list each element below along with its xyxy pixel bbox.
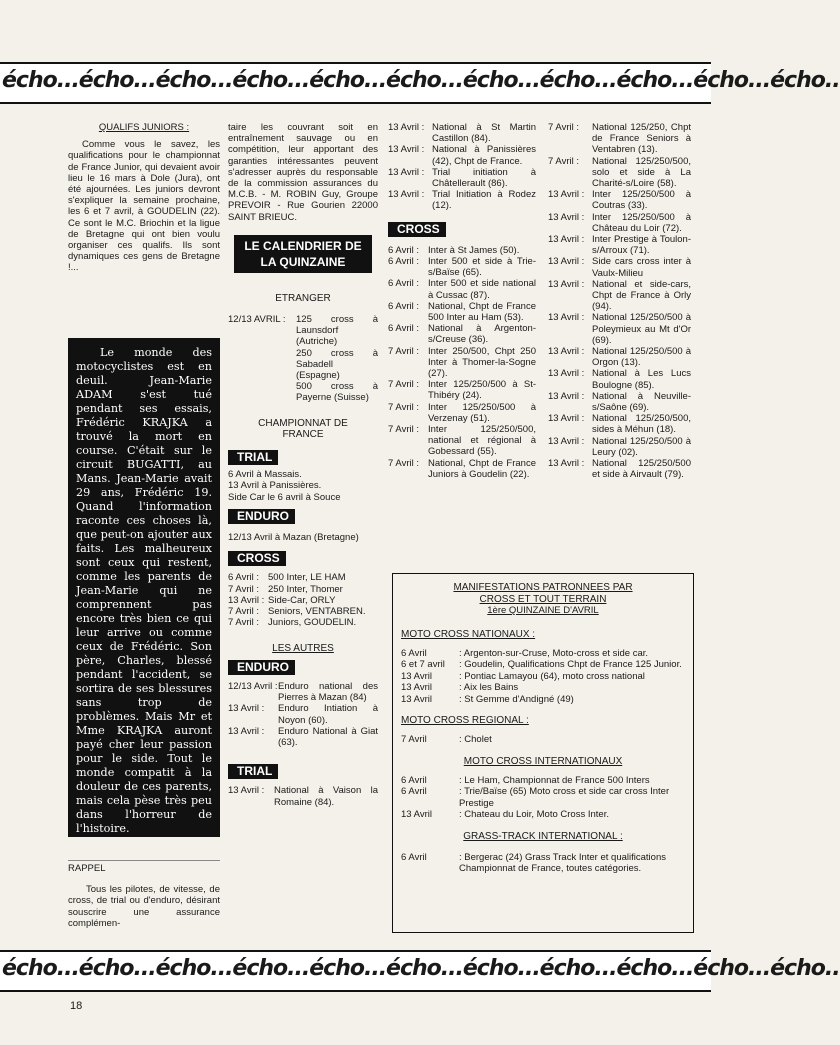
list-item: 7 Avril : National 125/250, Chpt de France Seniors à Ventabren (13). <box>548 122 691 156</box>
cross-list <box>228 572 378 628</box>
rappel-section <box>68 860 220 929</box>
list-item: 13 Avril à Panissières. <box>228 480 322 492</box>
rappel-title: RAPPEL <box>68 860 220 874</box>
top-list <box>388 122 536 212</box>
cross-list-2 <box>388 245 536 480</box>
grass-title: GRASS-TRACK INTERNATIONAL : <box>463 830 623 842</box>
echo-banner-top: écho...écho...écho...écho...écho...écho...écho...écho...écho...écho...écho.. <box>0 62 711 104</box>
list-item: 7 Avril : Inter 250/500, Chpt 250 Inter à Thomer-la-Sogne (27). <box>388 345 536 380</box>
list-item: 13 Avril : St Gemme d'Andigné (49) <box>401 693 574 705</box>
list-item: 6 Avril : Argenton-sur-Cruse, Moto-cross et side car. <box>401 647 649 659</box>
rappel-body: Tous les pilotes, de vitesse, de cross, de trial ou d'enduro, désirant souscrire une assurance complémen- <box>68 884 220 929</box>
manif-title-1: MANIFESTATIONS PATRONNEES PAR <box>453 582 633 593</box>
etranger-list <box>228 314 378 404</box>
list-item: 7 Avril : Juniors, GOUDELIN. <box>228 617 357 629</box>
list-item: 13 Avril : National à Les Lucs Boulogne (85). <box>548 368 691 391</box>
list-item: 13 Avril : National 125/250/500 à Orgon (13). <box>548 346 691 369</box>
list-item: 13 Avril : National 125/250/500 à Poleymieux au Mt d'Or (69). <box>548 312 691 346</box>
list-item: 13 Avril : Enduro Intiation à Noyon (60). <box>228 703 378 726</box>
reg-title: MOTO CROSS REGIONAL : <box>401 715 529 726</box>
trial2-header: TRIAL <box>228 764 278 779</box>
list-item: 7 Avril : 250 Inter, Thomer <box>228 583 343 595</box>
list-item: 7 Avril : Seniors, VENTABREN. <box>228 606 366 618</box>
cross-header-2: CROSS <box>388 222 446 237</box>
list-item: 12/13 AVRIL : 125 cross à Launsdorf (Autriche) <box>228 314 378 348</box>
autres-title: LES AUTRES <box>272 642 334 654</box>
championnat-title: CHAMPIONNAT DE FRANCE <box>258 417 348 440</box>
list-item: 7 Avril : Inter 125/250/500, national et régional à Gobessard (55). <box>388 424 536 458</box>
list-item: 6 Avril : Inter à St James (50). <box>388 244 520 256</box>
list-item: 13 Avril : Inter 125/250/500 à Château du Loir (72). <box>548 211 691 234</box>
list-item: 6 Avril : Inter 500 et side à Trie-s/Baïse (65). <box>388 256 536 279</box>
list-item: 7 Avril : Cholet <box>401 734 492 745</box>
cross-header: CROSS <box>228 551 286 566</box>
page-number: 18 <box>70 1000 83 1012</box>
list-item: 13 Avril : National 125/250/500, sides à Méhun (18). <box>548 413 691 436</box>
list-item: 6 Avril : National, Chpt de France 500 Inter au Ham (53). <box>388 300 536 324</box>
column-3 <box>388 122 536 480</box>
qualifs-title: QUALIFS JUNIORS : <box>98 122 190 133</box>
list-item: 13 Avril : National à St Martin Castillon (84). <box>388 122 536 145</box>
list-item: 13 Avril : National à Panissières (42), Chpt de France. <box>388 144 536 167</box>
list-item: 13 Avril : Side-Car, ORLY <box>228 594 336 606</box>
list-item: 6 Avril : Le Ham, Championnat de France 500 Inters <box>401 774 650 786</box>
list-item: 6 Avril : Bergerac (24) Grass Track Inter et qualifications Championnat de France, toutes catégories. <box>401 851 666 874</box>
list-item: 12/13 Avril : Enduro national des Pierres à Mazan (84) <box>228 680 378 704</box>
list-item: 13 Avril : National 125/250/500 à Leury (02). <box>548 435 691 458</box>
list-item: 13 Avril : National 125/250/500 et side à Airvault (79). <box>548 458 691 481</box>
trial-header: TRIAL <box>228 450 278 465</box>
qualifs-body: Comme vous le savez, les qualifications pour le championnat de France Junior, qui devaient avoir lieu le 16 mars à Dole (Jura), ont été ajournées. Les juniors devront s'expliquer la semaine prochaine, les 6 et 7 avril, à GOUDELIN (22). Ce sont le M.C. Briochin et la ligue de Bretagne qui ont bien voulu organiser ces qualifs. Ils sont dynamiques ces gens de Bretagne !... <box>68 139 220 274</box>
list-item: 6 Avril : 500 Inter, LE HAM <box>228 572 346 584</box>
manif-title-2: CROSS ET TOUT TERRAIN <box>479 593 607 605</box>
etranger-title: ETRANGER <box>275 292 331 304</box>
obituary-box <box>68 338 220 837</box>
list-item: 13 Avril : National et side-cars, Chpt de France à Orly (94). <box>548 278 691 313</box>
echo-banner-bottom: écho...écho...écho...écho...écho...écho...écho...écho...écho...écho...écho.. <box>0 950 711 992</box>
list-item: 13 Avril : Chateau du Loir, Moto Cross Inter. <box>401 809 609 820</box>
enduro-header: ENDURO <box>228 509 295 524</box>
enduro-text: 12/13 Avril à Mazan (Bretagne) <box>228 532 359 544</box>
column-2 <box>228 122 378 808</box>
list-item: 6 et 7 avril : Goudelin, Qualifications Chpt de France 125 Junior. <box>401 659 682 670</box>
list-item: 6 Avril : National à Argenton-s/Creuse (36). <box>388 323 536 346</box>
trial-list <box>228 469 378 503</box>
list-item: 13 Avril : Pontiac Lamayou (64), moto cross national <box>401 670 645 682</box>
list-item: 6 Avril : Inter 500 et side national à Cussac (87). <box>388 278 536 301</box>
list-item: 250 cross à Sabadell (Espagne) <box>296 347 378 382</box>
list-item: 13 Avril : Inter 125/250/500 à Coutras (33). <box>548 189 691 212</box>
list-item: 6 Avril à Massais. <box>228 469 302 481</box>
list-item: 500 cross à Payerne (Suisse) <box>296 381 378 404</box>
list-item: 13 Avril : Side cars cross inter à Vaulx-Milieu <box>548 256 691 279</box>
list-item: 13 Avril : Trial Initiation à Rodez (12). <box>388 189 536 212</box>
int-title: MOTO CROSS INTERNATIONAUX <box>463 755 623 767</box>
nat-title: MOTO CROSS NATIONAUX : <box>401 628 536 640</box>
list-item: 7 Avril : National 125/250/500, solo et side à La Charité-s/Loire (58). <box>548 155 691 190</box>
list-item: 13 Avril : Aix les Bains <box>401 682 519 693</box>
list-item: 13 Avril : Enduro National à Giat (63). <box>228 725 378 748</box>
list-item: 7 Avril : Inter 125/250/500 à Verzenay (51). <box>388 401 536 424</box>
manifestations-box <box>392 573 694 933</box>
list-item: 7 Avril : National, Chpt de France Juniors à Goudelin (22). <box>388 457 536 480</box>
list-item: 13 Avril : Inter Prestige à Toulon-s/Arroux (71). <box>548 234 691 257</box>
list-item: 13 Avril : National à Neuville-s/Saône (69). <box>548 390 691 414</box>
list-item: 7 Avril : Inter 125/250/500 à St-Thibéry (24). <box>388 379 536 402</box>
list-item: 13 Avril : Trial initiation à Châtellerault (86). <box>388 166 536 190</box>
enduro2-list <box>228 681 378 748</box>
assurance-text: taire les couvrant soit en entraînement sauvage ou en compétition, leur apportant des garanties intéressantes peuvent s'adresser auprès du responsable de la commission assurances du M.C.B. - M. ROBIN Guy, Groupe PREVOIR - Rue Gourien 22000 SAINT BRIEUC. <box>228 122 378 223</box>
list-item: 6 Avril : Trie/Baïse (65) Moto cross et side car cross Inter Prestige <box>401 786 670 809</box>
column-4 <box>548 122 691 481</box>
manif-title-3: 1ère QUINZAINE D'AVRIL <box>487 605 599 616</box>
calendar-title: LE CALENDRIER DE LA QUINZAINE <box>234 235 372 273</box>
list-item: Side Car le 6 avril à Souce <box>228 491 341 503</box>
list-item: 13 Avril : National à Vaison la Romaine (84). <box>228 785 378 808</box>
column-1 <box>68 122 220 274</box>
enduro2-header: ENDURO <box>228 660 295 675</box>
obituary-text: Le monde des motocyclistes est en deuil. Jean-Marie ADAM s'est tué pendant ses essais, Frédéric KRAJKA a trouvé la mort en course. C'était sur le circuit BUGATTI, au Mans. Jean-Marie avait 29 ans, Frédéric 19. Quand l'information raconte ces choses là, que peut-on ajouter aux faits. Les malheureux sont ceux qui restent, comme les parents de Jean-Marie qui ne comprennent pas encore très bien ce qui leur arrive ou comme ceux de Frédéric. Son père, Charles, blessé pendant l'accident, se sortira de ses blessures sans trop de problèmes. Mais Mr et Mme KRAJKA auront payé cher leur passion pour le side. Tout le monde compatit à la douleur de ces parents, mais cela pèse très peu dans l'horreur de l'histoire. <box>76 346 212 835</box>
